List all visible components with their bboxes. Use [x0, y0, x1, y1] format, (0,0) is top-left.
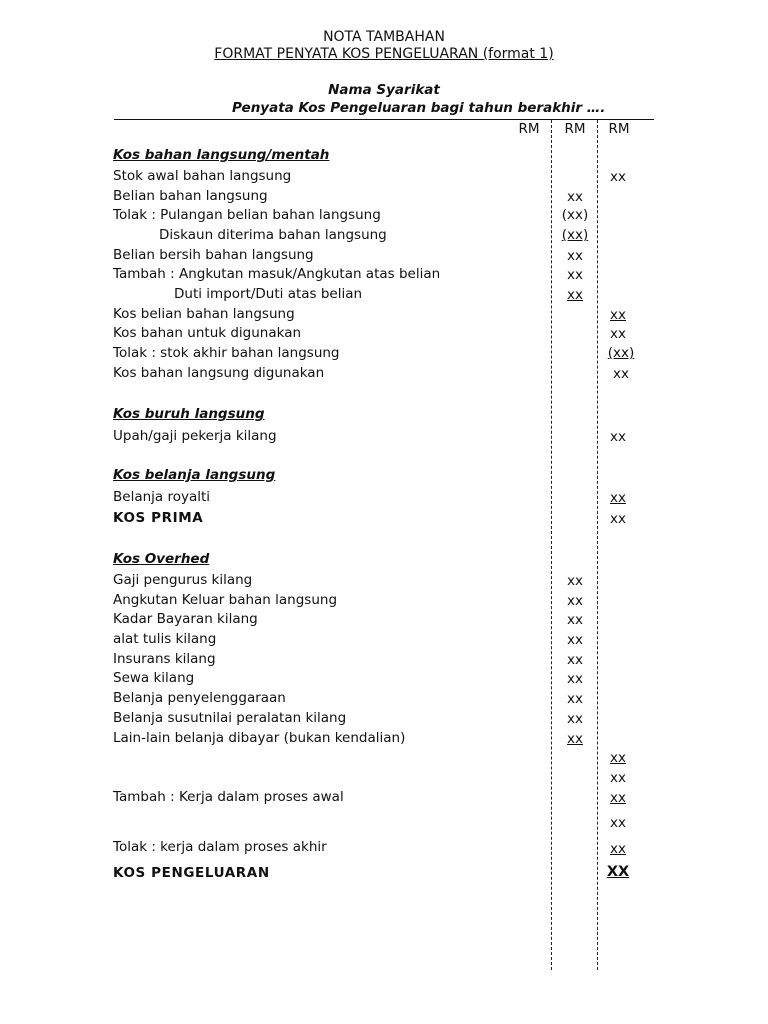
row-manager-salary: Gaji pengurus kilang: [113, 572, 253, 588]
value-after-wip-opening: xx: [610, 815, 626, 831]
row-wages: Upah/gaji pekerja kilang: [113, 428, 277, 444]
value-subtotal: xx: [610, 770, 626, 786]
row-discount-received: Diskaun diterima bahan langsung: [159, 227, 387, 243]
statement-heading: [114, 100, 654, 120]
row-less-closing-stock: Tolak : stok akhir bahan langsung: [113, 345, 340, 361]
section-direct-expense: Kos belanja langsung: [113, 467, 276, 483]
row-carriage-out: Angkutan Keluar bahan langsung: [113, 592, 338, 608]
value-material-available: xx: [610, 326, 626, 342]
note-title: NOTA TAMBAHAN: [323, 29, 445, 45]
value-factory-rates: xx: [567, 612, 583, 628]
value-less-closing-stock: (xx): [607, 345, 635, 361]
value-carriage-out: xx: [567, 593, 583, 609]
row-import-duty: Duti import/Duti atas belian: [174, 286, 363, 302]
row-opening-stock: Stok awal bahan langsung: [113, 168, 292, 184]
column-header-rm-3: RM: [608, 121, 630, 137]
column-divider-1: [551, 120, 552, 970]
row-cost-purchases: Kos belian bahan langsung: [113, 306, 295, 322]
column-divider-2: [597, 120, 598, 970]
value-add-wip-opening: xx: [610, 790, 626, 806]
value-opening-stock: xx: [610, 169, 626, 185]
section-direct-labour: Kos buruh langsung: [113, 406, 265, 422]
row-net-purchases: Belian bersih bahan langsung: [113, 247, 314, 263]
value-rent: xx: [567, 671, 583, 687]
company-name: Nama Syarikat: [328, 82, 440, 98]
column-header-rm-1: RM: [518, 121, 540, 137]
row-less-returns: Tolak : Pulangan belian bahan langsung: [113, 207, 381, 223]
value-less-returns: (xx): [561, 207, 589, 223]
row-purchases: Belian bahan langsung: [113, 188, 268, 204]
row-production-cost: KOS PENGELUARAN: [113, 865, 270, 881]
format-title: [0, 46, 768, 62]
value-other-expenses: xx: [567, 731, 583, 747]
value-production-cost: XX: [606, 864, 630, 880]
value-wages: xx: [610, 429, 626, 445]
value-material-used: xx: [613, 366, 629, 382]
column-header-rm-2: RM: [564, 121, 586, 137]
value-depreciation: xx: [567, 711, 583, 727]
statement-title: Penyata Kos Pengeluaran bagi tahun berakhir ….: [232, 100, 606, 116]
row-other-expenses: Lain-lain belanja dibayar (bukan kendalian): [113, 730, 406, 746]
value-import-duty: xx: [567, 287, 583, 303]
row-insurance: Insurans kilang: [113, 651, 216, 667]
format-title-text: FORMAT PENYATA KOS PENGELUARAN (format 1): [214, 46, 554, 62]
row-factory-rates: Kadar Bayaran kilang: [113, 611, 258, 627]
section-overhead: Kos Overhed: [113, 551, 210, 567]
value-manager-salary: xx: [567, 573, 583, 589]
row-less-wip-closing: Tolak : kerja dalam proses akhir: [113, 839, 327, 855]
row-prime-cost: KOS PRIMA: [113, 510, 204, 526]
value-overhead-total: xx: [610, 750, 626, 766]
section-direct-material: Kos bahan langsung/mentah: [113, 147, 330, 163]
value-discount-received: (xx): [561, 227, 589, 243]
value-less-wip-closing: xx: [610, 841, 626, 857]
row-add-wip-opening: Tambah : Kerja dalam proses awal: [113, 789, 344, 805]
value-prime-cost: xx: [610, 511, 626, 527]
value-royalty: xx: [610, 490, 626, 506]
value-cost-purchases: xx: [610, 307, 626, 323]
row-material-available: Kos bahan untuk digunakan: [113, 325, 302, 341]
row-add-carriage: Tambah : Angkutan masuk/Angkutan atas belian: [113, 266, 441, 282]
value-add-carriage: xx: [567, 267, 583, 283]
value-maintenance: xx: [567, 691, 583, 707]
value-net-purchases: xx: [567, 248, 583, 264]
row-stationery: alat tulis kilang: [113, 631, 217, 647]
value-stationery: xx: [567, 632, 583, 648]
row-maintenance: Belanja penyelenggaraan: [113, 690, 286, 706]
value-insurance: xx: [567, 652, 583, 668]
row-royalty: Belanja royalti: [113, 489, 211, 505]
row-depreciation: Belanja susutnilai peralatan kilang: [113, 710, 347, 726]
row-material-used: Kos bahan langsung digunakan: [113, 365, 325, 381]
value-purchases: xx: [567, 189, 583, 205]
row-rent: Sewa kilang: [113, 670, 195, 686]
